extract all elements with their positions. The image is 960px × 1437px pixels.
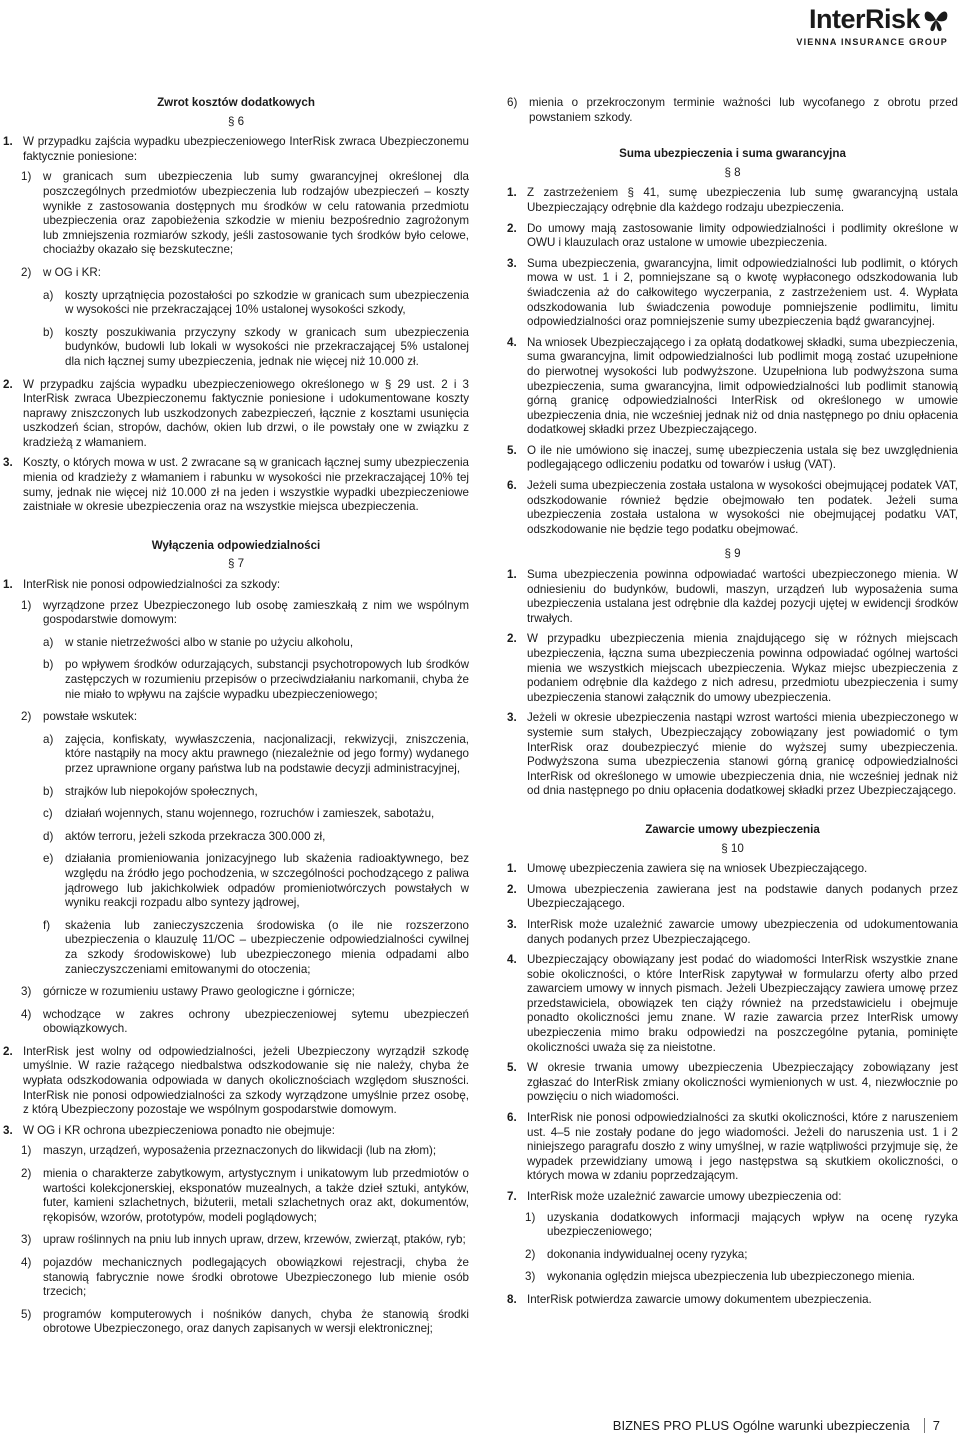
paragraph-number: § 8 xyxy=(724,165,741,179)
sub-item: 1) wyrządzone przez Ubezpieczonego lub osobę zamieszkałą z nim we wspólnym gospodarstwie domowym: xyxy=(21,598,469,627)
list-item: 1. InterRisk nie ponosi odpowiedzialności za szkody: xyxy=(3,578,281,592)
sub-item: 6) mienia o przekroczonym terminie ważności lub wycofanego z obrotu przed powstaniem szkody. xyxy=(507,96,958,124)
list-item: 2. Do umowy mają zastosowanie limity odpowiedzialności i podlimity określone w OWU i klauzulach oraz ustalone w umowie ubezpieczenia. xyxy=(507,221,958,250)
sub-item: 5) programów komputerowych i nośników danych, chyba że stanowią środki obrotowe Ubezpieczonego, oraz danych zapisanych w wersji elektronicznej; xyxy=(21,1307,469,1336)
list-item: 5. O ile nie umówiono się inaczej, sumę ubezpieczenia ustala się bez uwzględnienia podlegającego odliczeniu podatku od towarów i usług (VAT). xyxy=(507,443,958,472)
section-heading: Wyłączenia odpowiedzialności xyxy=(151,538,321,552)
interrisk-logo xyxy=(796,4,952,50)
sub-sub-item: c) działań wojennych, stanu wojennego, rozruchów i zamieszek, sabotażu, xyxy=(43,807,435,821)
paragraph-number: § 9 xyxy=(724,547,741,561)
sub-item: 2) mienia o charakterze zabytkowym, artystycznym i unikatowym lub przedmiotów o wartości kolekcjonerskiej, eksponatów muzealnych, a także dzieł sztuki, antyków, futer, kamieni szlachetnych, biżuterii, metali szlachetnych oraz akt, dokumentów, rękopisów, wzorów, prototypów, modeli poglądowych; xyxy=(21,1167,469,1224)
list-item: 3. Koszty, o których mowa w ust. 2 zwracane są w granicach łącznej sumy ubezpieczenia mienia od kradzieży z włamaniem i rabunku w wysokości nie przekraczającej 10% tej sumy, jednak nie więcej niż 10.000 zł na jeden i wszystkie wypadki ubezpieczeniowe zaistniałe w okresie ubezpieczenia oraz na wszystkie miejsca ubezpieczenia. xyxy=(3,456,469,514)
section-6 xyxy=(3,96,469,515)
section-heading: Zwrot kosztów dodatkowych xyxy=(157,96,315,109)
section-10 xyxy=(507,823,958,1308)
paragraph-number: § 7 xyxy=(227,557,245,571)
left-column xyxy=(3,96,469,1347)
section-heading: Zawarcie umowy ubezpieczenia xyxy=(645,822,820,836)
sub-item: 3) upraw roślinnych na pniu lub innych upraw, drzew, krzewów, zwierząt, ptaków, ryb; xyxy=(21,1233,466,1247)
sub-item: 2) dokonania indywidualnej oceny ryzyka; xyxy=(525,1247,748,1261)
sub-item: 4) wchodzące w zakres ochrony ubezpieczeniowej sytemu ubezpieczeń obowiązkowych. xyxy=(21,1007,469,1036)
list-item: 2. InterRisk jest wolny od odpowiedzialności, jeżeli Ubezpieczony wyrządził szkodę umyślnie. W razie rażącego niedbalstwa odszkodowanie się nie należy, chyba że wypłata odszkodowania odpowiada w danych okolicznościach względom słuszności. InterRisk nie ponosi odpowiedzialności za szkody wyrządzone umyślnie przez osobę, z którą Ubezpieczony pozostaje we wspólnym gospodarstwie domowym. xyxy=(3,1044,469,1117)
sub-item: 2) w OG i KR: xyxy=(21,265,101,279)
list-item: 3. Suma ubezpieczenia, gwarancyjna, limit odpowiedzialności lub podlimit, o których mowa w ust. 1 i 2, pomniejszane są o kwotę wypłaconego odszkodowania lub świadczenia aż do całkowitego wyczerpania, z zastrzeżeniem ust. 4. Wypłata odszkodowania lub świadczenia powoduje pomniejszenie podlimitu, limitu odpowiedzialności oraz pomniejszenie sumy ubezpieczenia bądź gwarancyjnej. xyxy=(507,256,958,329)
paragraph-number: § 6 xyxy=(227,114,245,128)
page-footer xyxy=(613,1418,940,1434)
sub-item: 1) uzyskania dodatkowych informacji mających wpływ na ocenę ryzyka ubezpieczeniowego; xyxy=(525,1210,958,1239)
section-heading: Suma ubezpieczenia i suma gwarancyjna xyxy=(619,147,846,161)
list-item: 4. Ubezpieczający obowiązany jest podać do wiadomości InterRisk wszystkie znane sobie okoliczności, o które InterRisk zapytywał w formularzu oferty albo przed zawarciem umowy w innych pismach. Jeżeli Ubezpieczający zawiera umowę przez przedstawiciela, obowiązek ten ciąży również na przedstawicielu i obejmuje ponadto okoliczności jemu znane. W razie zawarcia przez InterRisk umowy ubezpieczenia mimo braku odpowiedzi na poszczególne pytania, pominięte okoliczności uważa się za nieistotne. xyxy=(507,953,958,1054)
sub-sub-item: a) zajęcia, konfiskaty, wywłaszczenia, nacjonalizacji, rekwizycji, zniszczenia, które nastąpiły na mocy aktu prawnego (niezależnie od jego formy) wydanego przez uprawnione organy państwa lub na podstawie decyzji administracyjnej, xyxy=(43,732,469,775)
sub-item: 3) wykonania oględzin miejsca ubezpieczenia lub ubezpieczonego mienia. xyxy=(525,1270,916,1284)
list-item: 8. InterRisk potwierdza zawarcie umowy dokumentem ubezpieczenia. xyxy=(507,1292,872,1306)
section-9 xyxy=(507,547,958,799)
sub-item: 4) pojazdów mechanicznych podlegających obowiązkowi rejestracji, chyba że stanowią fabrycznie nowe środki obrotowe Ubezpieczonego lub mienie osób trzecich; xyxy=(21,1256,469,1299)
list-item: 1. Z zastrzeżeniem § 41, sumę ubezpieczenia lub sumę gwarancyjną ustala Ubezpieczający odrębnie dla każdego rodzaju ubezpieczenia. xyxy=(507,186,958,214)
sub-sub-item: a) koszty uprzątnięcia pozostałości po szkodzie w granicach sum ubezpieczenia w wysokości nie przekraczającej 10% ustalonej wysokości szkody, xyxy=(43,288,469,317)
sub-item: 3) górnicze w rozumieniu ustawy Prawo geologiczne i górnicze; xyxy=(21,985,355,999)
list-item: 6. InterRisk nie ponosi odpowiedzialności za skutki okoliczności, które z naruszeniem ust. 4–5 nie zostały podane do jego wiadomości. Jeżeli do naruszenia ust. 1 i 2 niniejszego paragrafu doszło z winy umyślnej, w razie wątpliwości przyjmuje się, że wypadek przewidziany umową i jego następstwa są skutkiem okoliczności, o których mowa w zdaniu poprzedzającym. xyxy=(507,1111,958,1183)
brand-name: InterRisk xyxy=(808,4,920,34)
sub-item: 2) powstałe wskutek: xyxy=(21,710,138,724)
sub-sub-item: e) działania promieniowania jonizacyjnego lub skażenia radioaktywnego, bez względu na źródło jego pochodzenia, w szczególności pochodzącego z paliwa jądrowego lub jakichkolwiek odpadów promieniotwórczych powstałych w wyniku reakcji rozpadu albo syntezy jądrowej, xyxy=(43,852,469,910)
list-item: 2. W przypadku zajścia wypadku ubezpieczeniowego określonego w § 29 ust. 2 i 3 InterRisk zwraca Ubezpieczonemu faktycznie poniesione i udokumentowane koszty naprawy zniszczonych lub uszkodzonych zabezpieczeń, łącznie z kosztami usunięcia uszkodzeń ścian, stropów, dachów, okien lub drzwi, o ile powstały one w związku z kradzieżą z włamaniem. xyxy=(3,377,469,449)
sub-item: 1) w granicach sum ubezpieczenia lub sumy gwarancyjnej określonej dla poszczególnych przedmiotów ubezpieczenia lub rodzajów ubezpieczeń – koszty wynikłe z zastosowania dostępnych mu środków w celu ratowania przedmiotu ubezpieczenia oraz zapobieżenia szkodzie w mieniu bezpośrednio zagrożonym lub zmniejszenia rozmiarów szkody, jeśli zastosowanie tych środków było celowe, chociażby okazało się bezskuteczne; xyxy=(21,170,469,257)
paragraph-number: § 10 xyxy=(721,841,744,855)
list-item: 5. W okresie trwania umowy ubezpieczenia Ubezpieczający zobowiązany jest zgłaszać do InterRisk zmiany okoliczności wymienionych w ust. 4, niezwłocznie po powzięciu o nich wiadomości. xyxy=(507,1061,958,1104)
sub-sub-item: a) w stanie nietrzeźwości albo w stanie po użyciu alkoholu, xyxy=(43,635,354,649)
section-7 xyxy=(3,539,469,1337)
list-item: 3. W OG i KR ochrona ubezpieczeniowa ponadto nie obejmuje: xyxy=(3,1123,335,1137)
list-item: 4. Na wniosek Ubezpieczającego i za opłatą dodatkowej składki, suma ubezpieczenia, suma gwarancyjna, limit odpowiedzialności lub podlimit mogą zostać uzupełnione do pierwotnej wysokości lub podwyższone. Uzupełniona lub podwyższona suma ubezpieczenia, suma gwarancyjna, limit odpowiedzialności lub podlimit stanowią górną granicę odpowiedzialności InterRisk od określonego w umowie ubezpieczenia dnia, nie wcześniej jednak niż od dnia następnego po dniu opłacenia dodatkowej składki przez Ubezpieczającego. xyxy=(507,335,958,437)
list-item: 2. W przypadku ubezpieczenia mienia znajdującego się w różnych miejscach ubezpieczenia, łączna suma ubezpieczenia powinna odpowiadać ogólnej wartości mienia we wszystkich miejscach ubezpieczenia. Wykaz miejsc ubezpieczenia z podaniem odrębnie dla każdego z nich adresu, przedmiotu ubezpieczenia i sumy ubezpieczenia stanowi załącznik do umowy ubezpieczenia. xyxy=(507,632,958,704)
page-number: 7 xyxy=(924,1418,940,1433)
brand-group: VIENNA INSURANCE GROUP xyxy=(796,37,948,47)
right-column xyxy=(507,96,958,1318)
sub-sub-item: f) skażenia lub zanieczyszczenia środowiska (o ile nie rozszerzono ubezpieczenia o klauzulę 11/OC – ubezpieczenie odpowiedzialności cywilnej za szkody środowiskowe) lub ubezpieczonego mienia odpadami albo zanieczyszczeniami emitowanymi do otoczenia; xyxy=(43,918,469,976)
sub-sub-item: b) koszty poszukiwania przyczyny szkody w granicach sum ubezpieczenia budynków, budowli lub lokali w wysokości nie przekraczającej 5% ustalonej dla nich łącznej sumy ubezpieczenia, jednak nie więcej niż 10.000 zł. xyxy=(43,325,469,368)
list-item: 7. InterRisk może uzależnić zawarcie umowy ubezpieczenia od: xyxy=(507,1190,842,1203)
list-item: 3. InterRisk może uzależnić zawarcie umowy ubezpieczenia od udokumentowania danych podanych przez Ubezpieczającego. xyxy=(507,917,958,946)
butterfly-icon xyxy=(922,6,950,34)
sub-sub-item: d) aktów terroru, jeżeli szkoda przekracza 300.000 zł, xyxy=(43,829,326,843)
list-item: 6. Jeżeli suma ubezpieczenia została ustalona w wysokości obejmującej podatek VAT, odszkodowanie również będzie obejmowało ten podatek. Jeżeli suma ubezpieczenia została ustalona w wysokości nie obejmującej podatku VAT, odszkodowanie nie będzie tego podatku obejmować. xyxy=(507,479,958,536)
section-8 xyxy=(507,147,958,537)
list-item: 2. Umowa ubezpieczenia zawierana jest na podstawie danych podanych przez Ubezpieczającego. xyxy=(507,882,958,911)
list-item: 3. Jeżeli w okresie ubezpieczenia nastąpi wzrost wartości mienia ubezpieczonego w systemie sum stałych, Ubezpieczający zobowiązany jest powiadomić o tym InterRisk oraz doubezpieczyć mienie do wyższej sumy ubezpieczenia. Podwyższona suma ubezpieczenia stanowi górną granicę odpowiedzialności InterRisk od określonego w umowie ubezpieczenia dnia, nie wcześniej jednak niż od dnia następnego po dniu opłacenia dodatkowej składki przez Ubezpieczającego. xyxy=(507,711,958,798)
sub-sub-item: b) strajków lub niepokojów społecznych, xyxy=(43,784,258,798)
sub-item: 1) maszyn, urządzeń, wyposażenia przeznaczonych do likwidacji (lub na złom); xyxy=(21,1144,437,1158)
list-item: 1. W przypadku zajścia wypadku ubezpieczeniowego InterRisk zwraca Ubezpieczonemu faktycznie poniesione: xyxy=(3,135,469,163)
sub-sub-item: b) po wpływem środków odurzających, substancji psychotropowych lub środków zastępczych w rozumieniu przepisów o przeciwdziałaniu narkomanii, chyba że nie miało to wpływu na zajście wypadku ubezpieczeniowego; xyxy=(43,658,469,701)
footer-title: BIZNES PRO PLUS Ogólne warunki ubezpieczenia xyxy=(612,1418,910,1433)
list-item: 1. Umowę ubezpieczenia zawiera się na wniosek Ubezpieczającego. xyxy=(507,862,868,876)
list-item: 1. Suma ubezpieczenia powinna odpowiadać wartości ubezpieczonego mienia. W odniesieniu do budynków, budowli, maszyn, urządzeń lub wyposażenia suma ubezpieczenia ustalana jest odrębnie dla każdej pozycji ujętej w ewidencji środków trwałych. xyxy=(507,568,958,625)
